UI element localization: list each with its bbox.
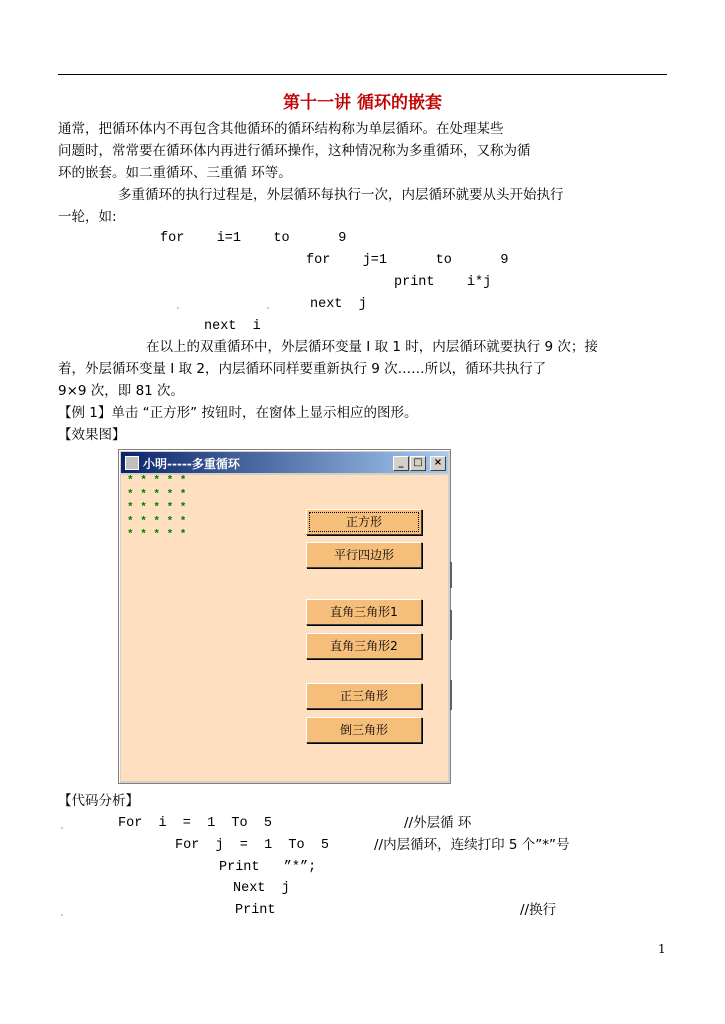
page-title: 第十一讲 循环的嵌套 [283,93,442,113]
inverted-triangle-button[interactable]: 倒三角形 [306,717,422,743]
paragraph-line: 9×9 次，即 81 次。 [58,383,185,399]
paragraph-line: 一轮，如: [58,209,117,225]
stray-dot: . [266,298,270,312]
effect-label: 【效果图】 [58,427,126,443]
analysis-label: 【代码分析】 [58,793,139,809]
example-label: 【例 1】单击 “正方形” 按钮时，在窗体上显示相应的图形。 [58,405,418,421]
stray-dot: . [176,298,180,312]
code-comment: //换行 [520,902,557,918]
edge-mark [450,680,452,710]
stray-dot: . [60,818,64,832]
paragraph-line: 通常，把循环体内不再包含其他循环的循环结构称为单层循环。在处理某些 [58,121,504,137]
paragraph-line: 多重循环的执行过程是，外层循环每执行一次，内层循环就要从头开始执行 [118,187,564,203]
right-triangle-1-button[interactable]: 直角三角形1 [306,599,422,625]
paragraph-line: 在以上的双重循环中，外层循环变量 I 取 1 时，内层循环就要执行 9 次；接 [146,339,598,355]
close-button[interactable]: × [430,456,446,471]
code-line: Next j [233,881,290,896]
code-line: For i = 1 To 5 [118,816,272,831]
stray-dot: . [60,905,64,919]
code-line: print i*j [394,275,492,290]
edge-mark [450,562,452,588]
square-button[interactable]: 正方形 [306,509,422,535]
code-line: Print ”*”; [219,860,317,875]
equilateral-triangle-button[interactable]: 正三角形 [306,683,422,709]
form-window [118,449,451,784]
code-line: for i=1 to 9 [160,231,347,246]
page-number: 1 [658,942,666,956]
header-rule [58,74,667,75]
code-line: Print [235,903,276,918]
code-comment: //内层循环，连续打印 5 个”*”号 [374,837,570,853]
window-title: 小明-----多重循环 [143,457,240,471]
parallelogram-button[interactable]: 平行四边形 [306,542,422,568]
form-client-area [121,475,448,781]
code-line: next i [204,319,261,334]
paragraph-line: 着，外层循环变量 I 取 2，内层循环同样要重新执行 9 次……所以，循环共执行了 [58,361,547,377]
code-line: next j [310,297,367,312]
window-titlebar [121,452,448,473]
paragraph-line: 环的嵌套。如二重循环、三重循 环等。 [58,165,292,181]
code-comment: //外层循 环 [404,815,472,831]
maximize-button[interactable]: □ [410,456,426,471]
minimize-button[interactable]: _ [393,456,409,471]
right-triangle-2-button[interactable]: 直角三角形2 [306,633,422,659]
app-icon [125,456,139,470]
code-line: For j = 1 To 5 [175,838,329,853]
edge-mark [450,610,452,640]
paragraph-line: 问题时，常常要在循环体内再进行循环操作，这种情况称为多重循环，又称为循 [58,143,531,159]
code-line: for j=1 to 9 [306,253,509,268]
star-output: * * * * * * * * * * * * * * * * * * * * * * * * * [127,475,187,541]
